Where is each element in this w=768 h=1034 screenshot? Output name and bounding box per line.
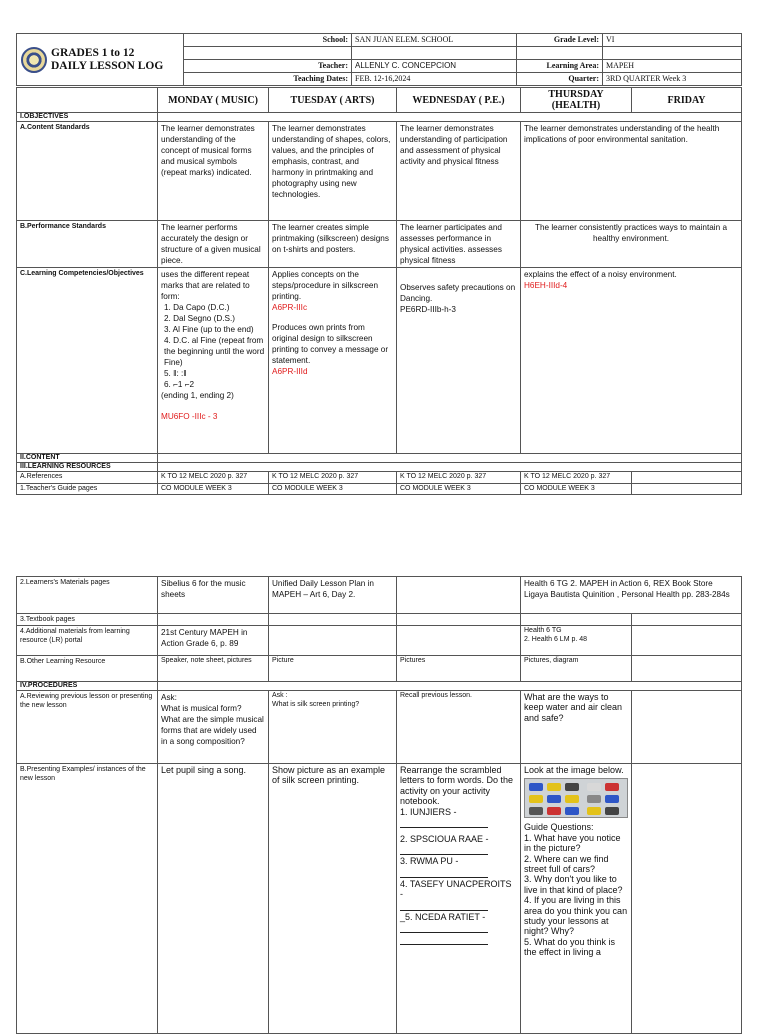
competency-wednesday-text: Observes safety precautions on Dancing. <box>400 283 516 303</box>
teachers-guide-monday: CO MODULE WEEK 3 <box>158 483 269 495</box>
answer-blank <box>400 900 488 911</box>
area-value: MAPEH <box>603 60 742 73</box>
teachers-guide-thursday: CO MODULE WEEK 3 <box>521 483 632 495</box>
row-label-presenting: B.Presenting Examples/ instances of the new lesson <box>17 764 158 1034</box>
teachers-guide-wednesday: CO MODULE WEEK 3 <box>397 483 521 495</box>
row-label-references: A.References <box>17 472 158 484</box>
day-header-thursday: THURSDAY (HEALTH) <box>521 88 632 113</box>
row-label-reviewing: A.Reviewing previous lesson or presenting the new lesson <box>17 691 158 764</box>
repeat-mark-list <box>161 302 265 390</box>
competency-tuesday-text1: Applies concepts on the steps/procedure in silkscreen printing. <box>272 270 379 301</box>
day-header-wednesday: WEDNESDAY ( P.E.) <box>397 88 521 113</box>
performance-standard-thursday: The learner consistently practices ways to maintain a healthy environment. <box>521 221 742 268</box>
day-header-monday: MONDAY ( MUSIC) <box>158 88 269 113</box>
performance-standard-tuesday: The learner creates simple printmaking (silkscreen) designs on t-shirts and posters. <box>269 221 397 268</box>
competency-code-tuesday-2: A6PR-IIId <box>272 367 308 376</box>
row-label-teachers-guide: 1.Teacher's Guide pages <box>17 483 158 495</box>
repeat-mark-item: 2. Dal Segno (D.S.) <box>164 314 235 323</box>
scramble-item: 2. SPSCIOUA RAAE - <box>400 834 489 845</box>
learners-materials-tuesday: Unified Daily Lesson Plan in MAPEH – Art 6, Day 2. <box>269 577 397 614</box>
reviewing-tuesday: Ask : What is silk screen printing? <box>269 691 397 764</box>
reference-wednesday: K TO 12 MELC 2020 p. 327 <box>397 472 521 484</box>
competency-tuesday <box>269 268 397 454</box>
deped-seal-icon <box>21 47 47 73</box>
competency-code-monday: MU6FO -IIIc - 3 <box>161 412 218 421</box>
answer-blank <box>400 844 488 855</box>
dates-label: Teaching Dates: <box>184 73 352 86</box>
presenting-wednesday <box>397 764 521 1034</box>
row-label-additional: 4.Additional materials from learning resource (LR) portal <box>17 626 158 656</box>
content-standard-monday: The learner demonstrates understanding of the concept of musical forms and musical symbols (repeat marks) indicated. <box>158 122 269 221</box>
answer-blank <box>400 934 488 945</box>
quarter-label: Quarter: <box>517 73 603 86</box>
other-resource-monday: Speaker, note sheet, pictures <box>158 656 269 682</box>
row-label-competencies: C.Learning Competencies/Objectives <box>17 268 158 454</box>
scramble-item: _5. NCEDA RATIET - <box>400 911 486 922</box>
school-value: SAN JUAN ELEM. SCHOOL <box>352 34 517 47</box>
additional-thursday-line1: Health 6 TG <box>524 627 562 634</box>
reference-tuesday: K TO 12 MELC 2020 p. 327 <box>269 472 397 484</box>
content-standard-tuesday: The learner demonstrates understanding of shapes, colors, values, and the principles of emphasis, contrast, and harmony in printmaking and photography using new technologies. <box>269 122 397 221</box>
row-label-textbook: 3.Textbook pages <box>17 614 158 626</box>
repeat-mark-item: 1. Da Capo (D.C.) <box>164 303 230 312</box>
reviewing-thursday: What are the ways to keep water and air clean and safe? <box>521 691 632 764</box>
traffic-cars-image <box>524 778 628 818</box>
school-label: School: <box>184 34 352 47</box>
presenting-thursday <box>521 764 632 1034</box>
competency-monday <box>158 268 269 454</box>
reference-monday: K TO 12 MELC 2020 p. 327 <box>158 472 269 484</box>
grade-label: Grade Level: <box>517 34 603 47</box>
presenting-tuesday: Show picture as an example of silk screen printing. <box>269 764 397 1034</box>
lesson-log-table-page1 <box>16 87 742 495</box>
row-label-learners-materials: 2.Learners's Materials pages <box>17 577 158 614</box>
day-header-tuesday: TUESDAY ( ARTS) <box>269 88 397 113</box>
performance-standard-wednesday: The learner participates and assesses performance in physical activities. assesses physical fitness <box>397 221 521 268</box>
reviewing-monday: Ask: What is musical form? What are the simple musical forms that are widely used in a song composition? <box>158 691 269 764</box>
scramble-item: 1. IUNJIERS - <box>400 806 457 817</box>
section-resources: III.LEARNING RESOURCES <box>17 463 158 472</box>
repeat-mark-item: 3. Al Fine (up to the end) <box>164 325 254 334</box>
lesson-log-table-page2 <box>16 576 742 1034</box>
image-intro: Look at the image below. <box>524 765 624 775</box>
row-label-performance-standards: B.Performance Standards <box>17 221 158 268</box>
other-resource-thursday: Pictures, diagram <box>521 656 632 682</box>
repeat-mark-item: 4. D.C. al Fine (repeat from the beginning until the word Fine) <box>164 336 265 367</box>
performance-standard-monday: The learner performs accurately the design or structure of a given musical piece. <box>158 221 269 268</box>
competency-wednesday <box>397 268 521 454</box>
repeat-mark-item: 5. ‖: :‖ <box>164 369 187 378</box>
additional-thursday <box>521 626 632 656</box>
reference-thursday: K TO 12 MELC 2020 p. 327 <box>521 472 632 484</box>
ending-note: (ending 1, ending 2) <box>161 391 234 400</box>
competency-monday-intro: uses the different repeat marks that are related to form: <box>161 270 250 301</box>
teacher-label: Teacher: <box>184 60 352 73</box>
answer-blank <box>400 867 488 878</box>
answer-blank <box>400 922 488 933</box>
log-title: GRADES 1 to 12 DAILY LESSON LOG <box>51 46 164 72</box>
answer-blank <box>400 817 488 828</box>
competency-code-tuesday-1: A6PR-IIIc <box>272 303 308 312</box>
other-resource-tuesday: Picture <box>269 656 397 682</box>
section-objectives: I.OBJECTIVES <box>17 113 158 122</box>
repeat-mark-item: 6. ⌐1 ⌐2 <box>164 380 195 389</box>
section-content: II.CONTENT <box>17 454 158 463</box>
scramble-item: 4. TASEFY UNACPEROITS - <box>400 878 512 900</box>
content-standard-wednesday: The learner demonstrates understanding of participation and assessment of physical activity and physical fitness <box>397 122 521 221</box>
competency-thursday-text: explains the effect of a noisy environment. <box>524 270 677 279</box>
competency-code-wednesday: PE6RD-IIIb-h-3 <box>400 305 456 314</box>
learners-materials-thursday: Health 6 TG 2. MAPEH in Action 6, REX Book Store Ligaya Bautista Quinition , Personal Health pp. 283-284s <box>521 577 742 614</box>
quarter-value: 3RD QUARTER Week 3 <box>603 73 742 86</box>
teachers-guide-tuesday: CO MODULE WEEK 3 <box>269 483 397 495</box>
scramble-item: 3. RWMA PU - <box>400 856 459 867</box>
teacher-value: ALLENLY C. CONCEPCION <box>352 60 517 73</box>
scramble-instructions: Rearrange the scrambled letters to form words. Do the activity on your activity notebook. <box>400 765 514 807</box>
logo-cell <box>17 34 184 86</box>
other-resource-wednesday: Pictures <box>397 656 521 682</box>
learners-materials-monday: Sibelius 6 for the music sheets <box>158 577 269 614</box>
row-label-content-standards: A.Content Standards <box>17 122 158 221</box>
row-label-other-resources: B.Other Learning Resource <box>17 656 158 682</box>
presenting-monday: Let pupil sing a song. <box>158 764 269 1034</box>
header-table <box>16 33 742 86</box>
reviewing-wednesday: Recall previous lesson. <box>397 691 521 764</box>
competency-code-thursday: H6EH-IIId-4 <box>524 281 568 290</box>
additional-monday: 21st Century MAPEH in Action Grade 6, p. 89 <box>158 626 269 656</box>
competency-thursday <box>521 268 742 454</box>
grade-value: VI <box>603 34 742 47</box>
area-label: Learning Area: <box>517 60 603 73</box>
dates-value: FEB. 12-16,2024 <box>352 73 517 86</box>
day-header-friday: FRIDAY <box>632 88 742 113</box>
guide-questions: Guide Questions: 1. What have you notice in the picture? 2. Where can we find street full of cars? 3. Why don't you like to live in that kind of place? 4. If you are living in this area do you think you can study your lessons at night? Why? 5. What do you think is the effect in living a <box>524 822 628 958</box>
section-procedures: IV.PROCEDURES <box>17 682 158 691</box>
competency-tuesday-text2: Produces own prints from original design to silkscreen printing to convey a message or statement. <box>272 323 389 365</box>
additional-thursday-line2: 2. Health 6 LM p. 48 <box>524 635 588 643</box>
content-standard-thursday: The learner demonstrates understanding of the health implications of poor environmental sanitation. <box>521 122 742 221</box>
learners-materials-wednesday <box>397 577 521 614</box>
